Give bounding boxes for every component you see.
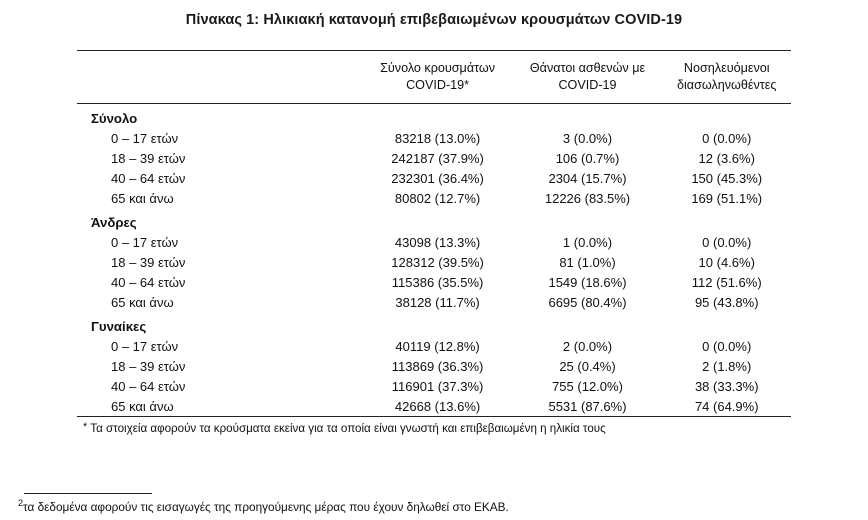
column-header-cases-line1: Σύνολο κρουσμάτων: [380, 61, 496, 75]
column-header-deaths-line1: Θάνατοι ασθενών με: [529, 61, 646, 75]
group-spacer: [662, 312, 791, 336]
row-label: 0 – 17 ετών: [111, 338, 179, 354]
table-row: [77, 168, 791, 188]
column-header-deaths: [513, 51, 663, 104]
cell-deaths: 1549 (18.6%): [548, 274, 627, 290]
cell-cases: 38128 (11.7%): [395, 294, 480, 310]
cell-intubated: 0 (0.0%): [702, 234, 752, 250]
cell-intubated: 38 (33.3%): [694, 378, 759, 394]
group-spacer: [513, 312, 663, 336]
table-row: [77, 128, 791, 148]
group-row-women: [77, 312, 791, 336]
group-spacer: [662, 104, 791, 128]
cell-deaths: 81 (1.0%): [559, 254, 616, 270]
table-footnote: [77, 422, 791, 435]
table-row: [77, 376, 791, 396]
cell-intubated: 0 (0.0%): [702, 130, 752, 146]
footnote-text: Τα στοιχεία αφορούν τα κρούσματα εκείνα για τα οποία είναι γνωστή και επιβεβαιωμένη η ηλικία τους: [90, 422, 606, 435]
bottom-note-text: τα δεδομένα αφορούν τις εισαγωγές της προηγούμενης μέρας που έχουν δηλωθεί στο ΕΚΑΒ.: [23, 500, 509, 514]
table-row: [77, 188, 791, 208]
table-row: [77, 336, 791, 356]
bottom-note: [0, 493, 868, 514]
bottom-note-marker: 2: [18, 498, 24, 509]
column-header-cases-line2: COVID-19*: [406, 78, 470, 92]
row-label: 40 – 64 ετών: [111, 378, 186, 394]
cell-deaths: 12226 (83.5%): [544, 190, 631, 206]
table-row: [77, 148, 791, 168]
column-header-intubated-line1: Νοσηλευόμενοι: [683, 61, 770, 75]
table-row: [77, 396, 791, 417]
row-label: 18 – 39 ετών: [111, 358, 186, 374]
cell-cases: 128312 (39.5%): [391, 254, 484, 270]
row-label: 18 – 39 ετών: [111, 254, 186, 270]
cell-deaths: 755 (12.0%): [552, 378, 623, 394]
cell-intubated: 169 (51.1%): [691, 190, 763, 206]
column-header-cases: [363, 51, 513, 104]
table-row: [77, 356, 791, 376]
cell-deaths: 106 (0.7%): [555, 150, 620, 166]
row-label: 0 – 17 ετών: [111, 234, 179, 250]
cell-deaths: 6695 (80.4%): [548, 294, 627, 310]
cell-cases: 113869 (36.3%): [391, 358, 484, 374]
group-row-total: [77, 104, 791, 128]
cell-deaths: 25 (0.4%): [559, 358, 616, 374]
cell-intubated: 12 (3.6%): [698, 150, 755, 166]
page-title: Πίνακας 1: Ηλικιακή κατανομή επιβεβαιωμένων κρουσμάτων COVID-19: [185, 12, 683, 28]
bottom-note-divider: [24, 493, 152, 494]
cell-intubated: 150 (45.3%): [691, 170, 763, 186]
group-spacer: [363, 208, 513, 232]
row-label: 18 – 39 ετών: [111, 150, 186, 166]
table-header-row: [77, 51, 791, 104]
row-label: 65 και άνω: [111, 398, 174, 414]
cell-cases: 115386 (35.5%): [391, 274, 484, 290]
row-label: 40 – 64 ετών: [111, 170, 186, 186]
cell-intubated: 95 (43.8%): [694, 294, 759, 310]
table-row: [77, 232, 791, 252]
row-label: 65 και άνω: [111, 294, 174, 310]
cell-cases: 42668 (13.6%): [394, 398, 481, 414]
column-header-blank: [77, 51, 363, 104]
row-label: 40 – 64 ετών: [111, 274, 186, 290]
footnote-marker: *: [83, 421, 88, 433]
group-label-men: Άνδρες: [91, 215, 137, 230]
cell-cases: 242187 (37.9%): [391, 150, 484, 166]
group-spacer: [363, 312, 513, 336]
cell-cases: 43098 (13.3%): [394, 234, 481, 250]
cell-deaths: 2304 (15.7%): [548, 170, 627, 186]
row-label: 0 – 17 ετών: [111, 130, 179, 146]
column-header-deaths-line2: COVID-19: [558, 78, 617, 92]
cell-intubated: 112 (51.6%): [691, 274, 762, 290]
group-spacer: [363, 104, 513, 128]
row-label: 65 και άνω: [111, 190, 174, 206]
table-row: [77, 252, 791, 272]
cell-cases: 232301 (36.4%): [391, 170, 484, 186]
cell-intubated: 0 (0.0%): [702, 338, 752, 354]
cell-cases: 116901 (37.3%): [391, 378, 484, 394]
group-spacer: [513, 208, 663, 232]
cell-intubated: 10 (4.6%): [698, 254, 755, 270]
group-spacer: [662, 208, 791, 232]
cell-intubated: 74 (64.9%): [694, 398, 759, 414]
column-header-intubated: [662, 51, 791, 104]
group-spacer: [513, 104, 663, 128]
cell-intubated: 2 (1.8%): [702, 358, 752, 374]
group-label-women: Γυναίκες: [91, 319, 147, 334]
table-container: [77, 50, 791, 417]
table-row: [77, 272, 791, 292]
group-label-total: Σύνολο: [91, 111, 138, 126]
group-row-men: [77, 208, 791, 232]
cell-deaths: 5531 (87.6%): [548, 398, 627, 414]
cell-cases: 83218 (13.0%): [394, 130, 481, 146]
cell-deaths: 2 (0.0%): [562, 338, 613, 354]
cell-deaths: 3 (0.0%): [562, 130, 613, 146]
cell-deaths: 1 (0.0%): [562, 234, 613, 250]
cell-cases: 40119 (12.8%): [395, 338, 480, 354]
table-rule-bottom: [77, 417, 791, 418]
table-row: [77, 292, 791, 312]
column-header-intubated-line2: διασωληνωθέντες: [677, 78, 777, 92]
age-distribution-table: [77, 50, 791, 417]
cell-cases: 80802 (12.7%): [394, 190, 481, 206]
